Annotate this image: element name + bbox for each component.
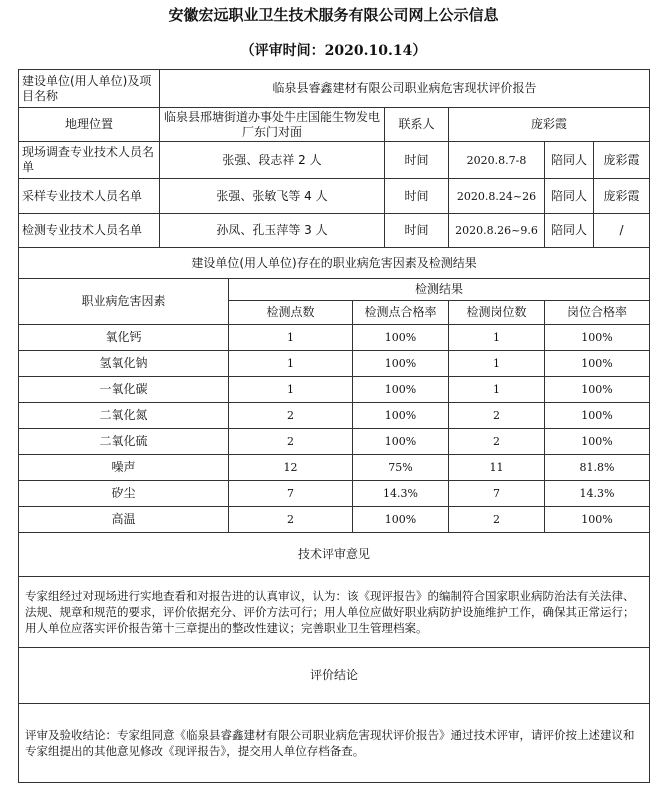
personnel-label: 现场调查专业技术人员名单 [19, 142, 160, 179]
points-value: 1 [229, 351, 353, 377]
escort-label: 陪同人 [545, 179, 594, 214]
factor-name: 噪声 [19, 455, 229, 481]
review-heading: 技术评审意见 [19, 533, 650, 577]
post-rate-value: 100% [545, 403, 650, 429]
table-row [19, 455, 650, 481]
points-value: 2 [229, 507, 353, 533]
escort-label: 陪同人 [545, 142, 594, 179]
points-value: 1 [229, 377, 353, 403]
column-header: 岗位合格率 [545, 301, 650, 325]
factor-name: 氢氧化钠 [19, 351, 229, 377]
page-title: 安徽宏远职业卫生技术服务有限公司网上公示信息 [168, 6, 499, 24]
points-value: 12 [229, 455, 353, 481]
contact-label: 联系人 [385, 108, 449, 142]
conclusion-heading-row [19, 648, 650, 704]
point-rate-value: 100% [353, 507, 449, 533]
table-row [19, 481, 650, 507]
points-value: 2 [229, 429, 353, 455]
factor-name: 矽尘 [19, 481, 229, 507]
table-row [19, 325, 650, 351]
table-row [19, 377, 650, 403]
project-label: 建设单位(用人单位)及项目名称 [19, 70, 160, 108]
factor-column-header: 职业病危害因素 [19, 279, 229, 325]
post-rate-value: 81.8% [545, 455, 650, 481]
points-value: 2 [229, 403, 353, 429]
post-rate-value: 14.3% [545, 481, 650, 507]
posts-value: 7 [449, 481, 545, 507]
review-text: 专家组经过对现场进行实地查看和对报告进的认真审议，认为：该《现评报告》的编制符合国家职业病防治法有关法律、法规、规章和规范的要求，评价依据充分、评价方法可行；用人单位应做好职业病防护设施维护工作，确保其正常运行；用人单位应落实评价报告第十三章提出的整改性建议；完善职业卫生管理档案。 [19, 577, 650, 648]
post-rate-value: 100% [545, 429, 650, 455]
conclusion-text-row [19, 704, 650, 783]
time-value: 2020.8.24~26 [449, 179, 545, 214]
posts-value: 11 [449, 455, 545, 481]
posts-value: 1 [449, 325, 545, 351]
project-row [19, 70, 650, 108]
personnel-names: 张强、段志祥 2 人 [160, 142, 385, 179]
factors-heading: 建设单位(用人单位)存在的职业病危害因素及检测结果 [19, 248, 650, 279]
escort-value: / [594, 214, 650, 248]
post-rate-value: 100% [545, 325, 650, 351]
point-rate-value: 14.3% [353, 481, 449, 507]
results-header: 检测结果 [229, 279, 650, 301]
point-rate-value: 100% [353, 429, 449, 455]
personnel-label: 检测专业技术人员名单 [19, 214, 160, 248]
point-rate-value: 100% [353, 351, 449, 377]
column-header: 检测点数 [229, 301, 353, 325]
review-heading-row [19, 533, 650, 577]
factor-name: 二氧化硫 [19, 429, 229, 455]
project-value: 临泉县睿鑫建材有限公司职业病危害现状评价报告 [160, 70, 650, 108]
time-label: 时间 [385, 179, 449, 214]
escort-value: 庞彩霞 [594, 179, 650, 214]
points-value: 1 [229, 325, 353, 351]
factor-name: 高温 [19, 507, 229, 533]
escort-label: 陪同人 [545, 214, 594, 248]
table-row [19, 403, 650, 429]
contact-value: 庞彩霞 [449, 108, 650, 142]
column-header: 检测岗位数 [449, 301, 545, 325]
personnel-names: 张强、张敏飞等 4 人 [160, 179, 385, 214]
point-rate-value: 100% [353, 325, 449, 351]
posts-value: 2 [449, 507, 545, 533]
review-date: （评审时间：2020.10.14） [240, 43, 427, 59]
posts-value: 2 [449, 403, 545, 429]
location-label: 地理位置 [19, 108, 160, 142]
post-rate-value: 100% [545, 507, 650, 533]
conclusion-heading: 评价结论 [19, 648, 650, 704]
factor-name: 一氧化碳 [19, 377, 229, 403]
location-row [19, 108, 650, 142]
conclusion-text: 评审及验收结论：专家组同意《临泉县睿鑫建材有限公司职业病危害现状评价报告》通过技术评审，请评价按上述建议和专家组提出的其他意见修改《现评报告》，提交用人单位存档备查。 [19, 704, 650, 783]
personnel-row [19, 142, 650, 179]
points-value: 7 [229, 481, 353, 507]
time-value: 2020.8.26~9.6 [449, 214, 545, 248]
factor-name: 氧化钙 [19, 325, 229, 351]
info-table [18, 69, 650, 783]
personnel-row [19, 179, 650, 214]
personnel-label: 采样专业技术人员名单 [19, 179, 160, 214]
point-rate-value: 75% [353, 455, 449, 481]
time-label: 时间 [385, 214, 449, 248]
factor-name: 二氧化氮 [19, 403, 229, 429]
escort-value: 庞彩霞 [594, 142, 650, 179]
table-row [19, 429, 650, 455]
table-row [19, 351, 650, 377]
personnel-names: 孙凤、孔玉萍等 3 人 [160, 214, 385, 248]
time-label: 时间 [385, 142, 449, 179]
column-header: 检测点合格率 [353, 301, 449, 325]
posts-value: 2 [449, 429, 545, 455]
posts-value: 1 [449, 377, 545, 403]
post-rate-value: 100% [545, 351, 650, 377]
location-value: 临泉县邢塘街道办事处牛庄国能生物发电厂东门对面 [160, 108, 385, 142]
review-text-row [19, 577, 650, 648]
post-rate-value: 100% [545, 377, 650, 403]
point-rate-value: 100% [353, 377, 449, 403]
posts-value: 1 [449, 351, 545, 377]
time-value: 2020.8.7-8 [449, 142, 545, 179]
factors-heading-row [19, 248, 650, 279]
table-row [19, 507, 650, 533]
point-rate-value: 100% [353, 403, 449, 429]
personnel-row [19, 214, 650, 248]
results-header-row [19, 279, 650, 301]
